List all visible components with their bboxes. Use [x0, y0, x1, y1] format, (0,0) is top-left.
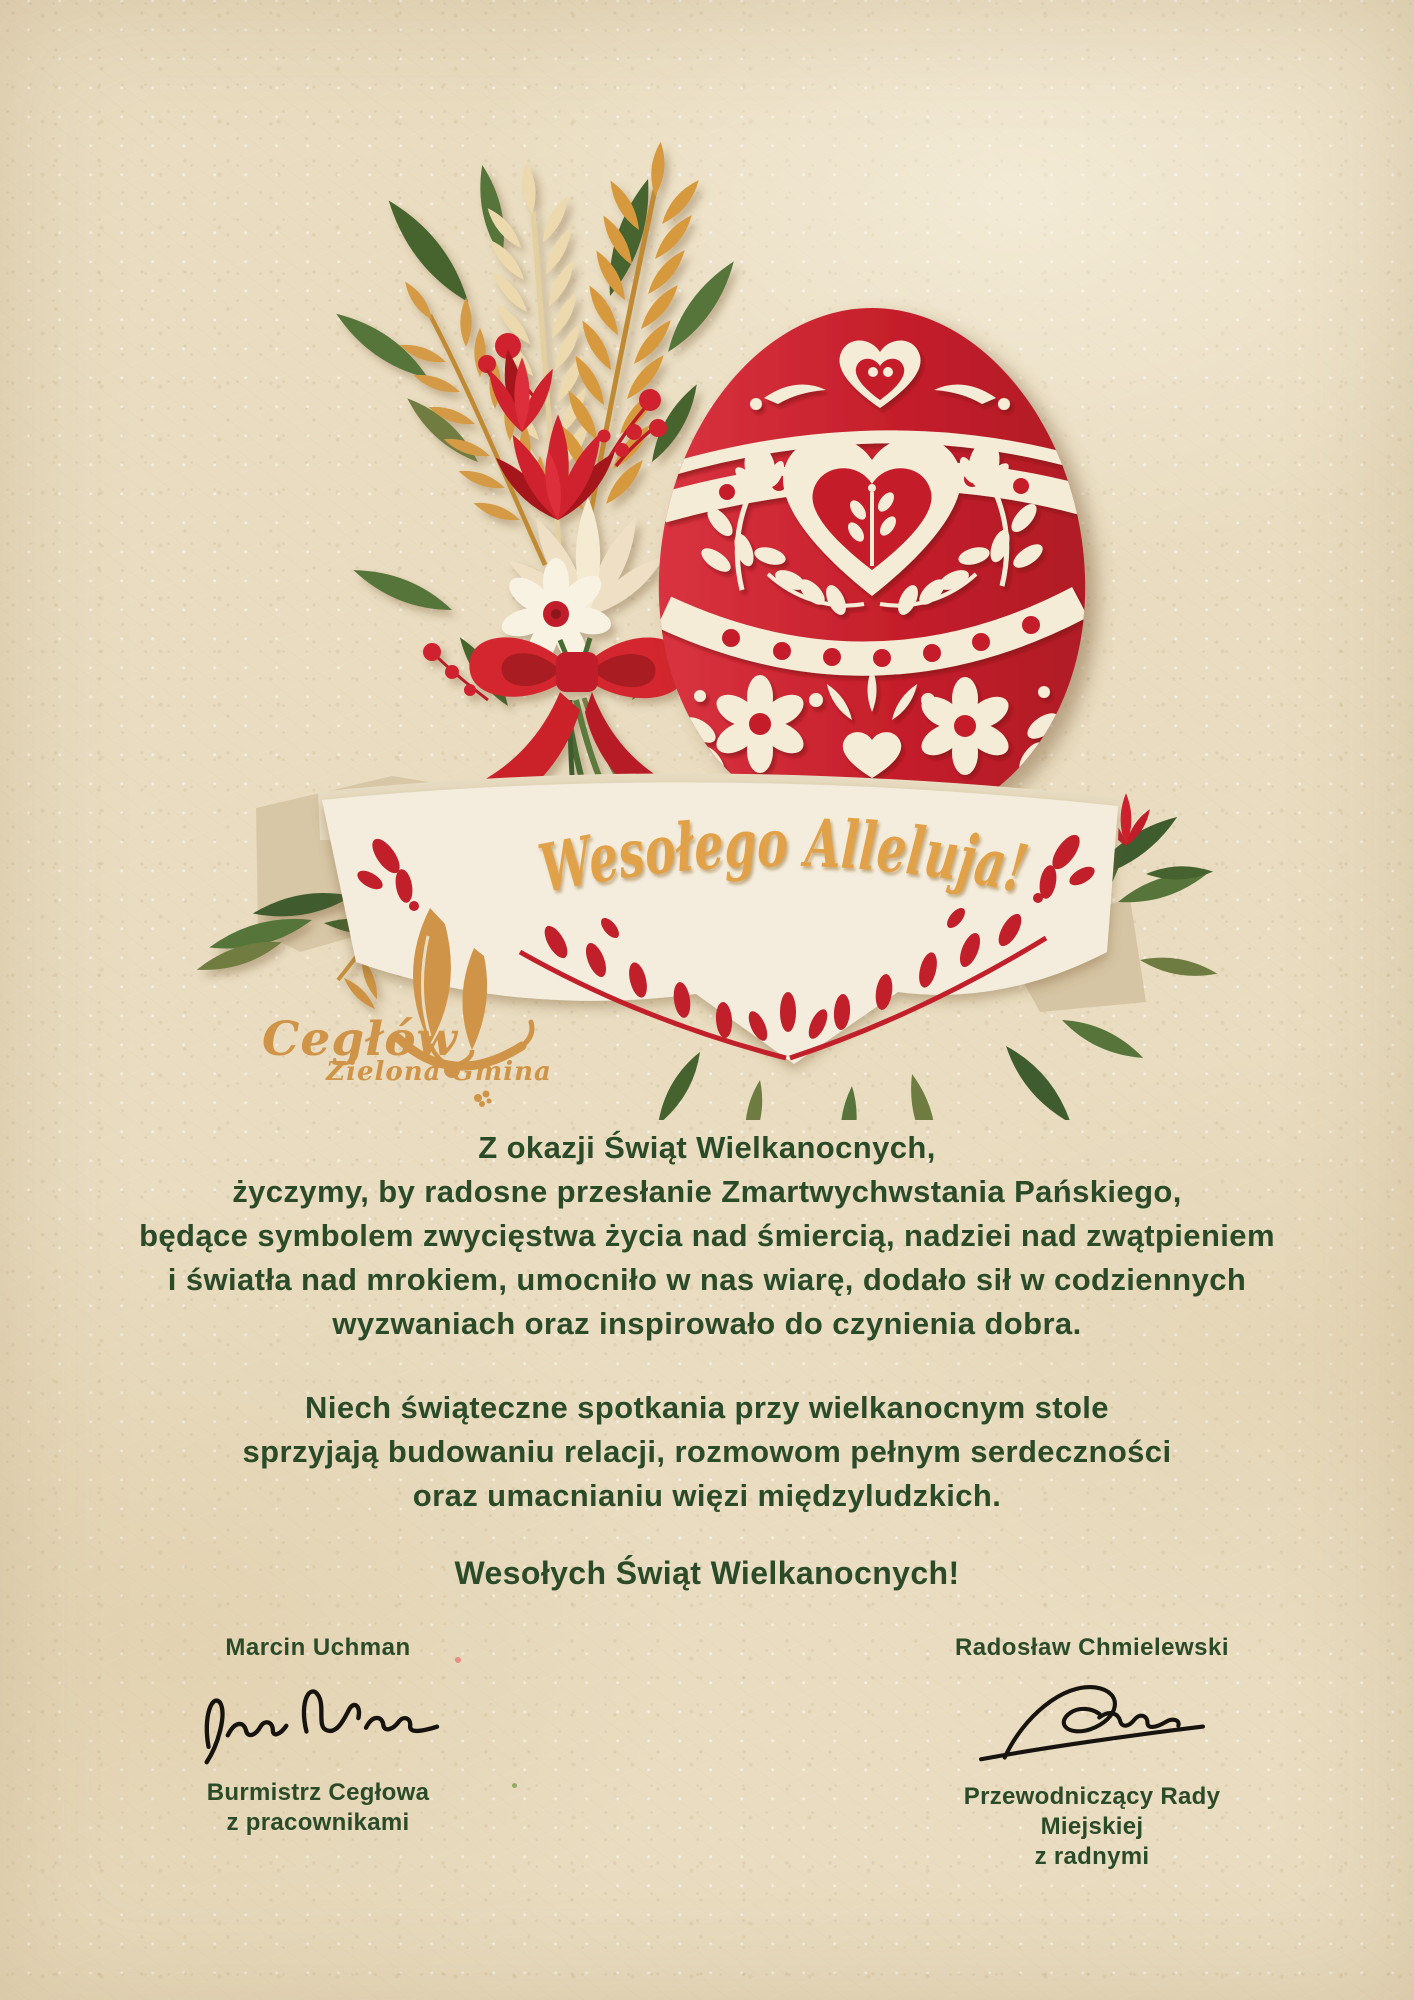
handwritten-signature-right: [970, 1672, 1214, 1772]
paper-fleck: [512, 1783, 517, 1788]
message-line: życzymy, by radosne przesłanie Zmartwychwstania Pańskiego,: [232, 1174, 1182, 1209]
signatory-name: Marcin Uchman: [225, 1634, 411, 1661]
logo-tagline: Zielona Gmina: [326, 1057, 552, 1087]
title-line: Przewodniczący Rady Miejskiej: [963, 1783, 1221, 1840]
message-line: wyzwaniach oraz inspirowało do czynienia dobra.: [332, 1306, 1082, 1341]
message-line: oraz umacnianiu więzi międzyludzkich.: [412, 1478, 1002, 1513]
message-line: i światła nad mrokiem, umocniło w nas wiarę, dodało sił w codziennych: [167, 1262, 1247, 1297]
title-line: Burmistrz Cegłowa: [206, 1779, 430, 1806]
logo-name: Cegłów: [261, 1012, 459, 1067]
message-line: będące symbolem zwycięstwa życia nad śmiercią, nadziei nad zwątpieniem: [139, 1218, 1275, 1253]
title-line: z radnymi: [1034, 1843, 1150, 1870]
signature-block-mayor: [138, 1630, 498, 1838]
easter-egg-illustration: [659, 308, 1085, 832]
message-paragraph-2: [0, 1386, 1414, 1518]
signatory-title: [912, 1782, 1272, 1872]
handwritten-signature-left: [190, 1672, 446, 1768]
banner-greeting: Wesołego Alleluja!: [532, 803, 1043, 910]
signatory-title: [138, 1778, 498, 1838]
greeting-message: [0, 1126, 1414, 1595]
message-line: Z okazji Świąt Wielkanocnych,: [478, 1130, 936, 1165]
signature-block-council-chairman: [912, 1630, 1272, 1872]
message-paragraph-1: [0, 1126, 1414, 1346]
message-line: Niech świąteczne spotkania przy wielkanocnym stole: [305, 1390, 1109, 1425]
signatory-name: Radosław Chmielewski: [954, 1634, 1230, 1661]
closing-wishes: Wesołych Świąt Wielkanocnych!: [454, 1555, 960, 1591]
title-line: z pracownikami: [226, 1809, 410, 1836]
paper-fleck: [455, 1657, 461, 1663]
logo-flower-dot: [474, 1091, 492, 1108]
message-line: sprzyjają budowaniu relacji, rozmowom pełnym serdeczności: [242, 1434, 1172, 1469]
